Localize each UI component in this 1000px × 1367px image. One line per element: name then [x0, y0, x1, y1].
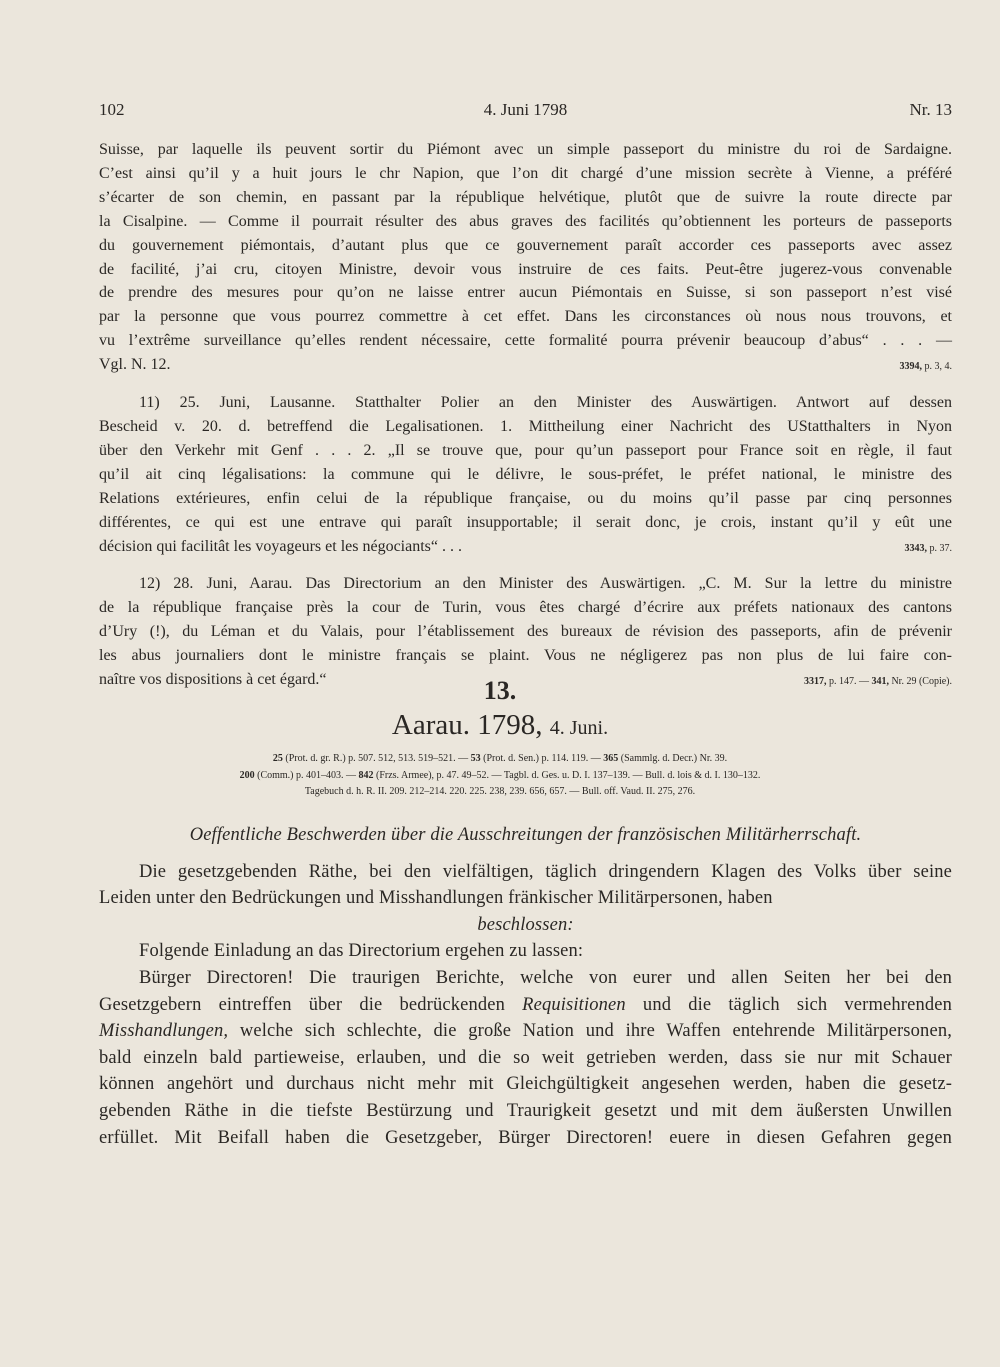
source-reference-line: 25 (Prot. d. gr. R.) p. 507. 512, 513. 519–521. — 53 (Prot. d. Sen.) p. 114. 119. — 365 (Sammlg. d. Decr.) Nr. 39. [272, 753, 728, 764]
document-number-heading: 13. [483, 676, 517, 705]
text-line: de prendre des mesures pour qu’on ne laisse entrer aucun Piémontais en Suisse, si son passeport n’est visé [99, 284, 952, 302]
text-line: können angehört und durchaus nicht mehr mit Gleichgültigkeit angesehen werden, haben die gesetz- [99, 1074, 952, 1095]
text-line: gebenden Räthe in die tiefste Bestürzung und Traurigkeit gesetzt und mit dem äußersten Unwillen [99, 1100, 952, 1121]
text-line: la Cisalpine. — Comme il pourrait résulter des abus graves des facilités qu’obtiennent les porteurs de passeports [99, 212, 952, 230]
text-line: les abus journaliers dont le ministre français se plaint. Vous ne négligerez pas non plus de lui faire con- [99, 647, 952, 665]
archive-reference: 3394, p. 3, 4. [899, 361, 952, 373]
text-line: Bescheid v. 20. d. betreffend die Legalisationen. 1. Mittheilung einer Nachricht des UStatthalters in Nyon [99, 417, 952, 435]
text-line: d’Ury (!), du Léman et du Valais, pour l’établissement des bureaux de révision des passeports, afin de prévenir [99, 623, 952, 641]
text-line: Suisse, par laquelle ils peuvent sortir du Piémont avec un simple passeport du ministre du roi de Sardaigne. [99, 141, 952, 158]
header-date: 4. Juni 1798 [483, 100, 568, 119]
paragraph-entry-11 [99, 391, 952, 560]
paragraph-tail: décision qui facilitât les voyageurs et les négociants“ . . . [99, 537, 462, 555]
text-line: Folgende Einladung an das Directorium ergehen zu lassen: [139, 941, 584, 962]
text-line: Die gesetzgebenden Räthe, bei den vielfältigen, täglich dringendern Klagen des Volks über seine [139, 861, 952, 882]
text-line: erfüllet. Mit Beifall haben die Gesetzgeber, Bürger Directoren! euere in diesen Gefahren gegen [99, 1127, 952, 1148]
source-references [150, 751, 850, 801]
text-line: Misshandlungen, welche sich schlechte, die große Nation und ihre Waffen entehrende Militärpersonen, [99, 1021, 952, 1042]
text-line: Leiden unter den Bedrückungen und Misshandlungen fränkischer Militärpersonen, haben [99, 888, 773, 909]
text-line: Gesetzgebern eintreffen über die bedrückenden Requisitionen und die täglich sich vermehrenden [99, 994, 953, 1015]
text-line: par la personne que vous pourrez commettre à cet effet. Dans les circonstances où nous nous trouvons, et [99, 308, 952, 326]
text-line: 12) 28. Juni, Aarau. Das Directorium an den Minister des Auswärtigen. „C. M. Sur la lettre du ministre [139, 575, 952, 593]
archive-reference: 3343, p. 37. [904, 542, 952, 554]
heading-date: 4. Juni. [549, 717, 609, 739]
text-line: Relations extérieures, enfin celui de la république française, ou du moins qu’il passe par cinq personnes [99, 489, 952, 507]
previous-document-continuation [99, 138, 952, 694]
text-line: qu’il ait cinq légalisations: la commune qui le délivre, le sous-préfet, le préfet national, le ministre des [99, 465, 952, 483]
archive-reference: 3317, p. 147. — 341, Nr. 29 (Copie). [803, 676, 952, 688]
heading-place: Aarau. [391, 709, 470, 741]
text-line: über den Verkehr mit Genf . . . 2. „Il se trouve que, pour qu’un passeport pour France soit en règle, il faut [99, 441, 952, 459]
text-line: 11) 25. Juni, Lausanne. Statthalter Polier an den Minister des Auswärtigen. Antwort auf dessen [139, 394, 952, 412]
document-place-date-heading [0, 709, 1000, 742]
paragraph-continuation [99, 138, 952, 379]
source-reference-line: 200 (Comm.) p. 401–403. — 842 (Frzs. Armee), p. 47. 49–52. — Tagbl. d. Ges. u. D. I. 137–139. — Bull. d. lois & d. I. 130–132. [239, 769, 761, 781]
heading-year: 1798, [477, 709, 543, 741]
header-document-number: Nr. 13 [909, 100, 952, 119]
paragraph-last-line [99, 353, 952, 379]
paragraph-tail: naître vos dispositions à cet égard.“ [99, 671, 327, 689]
text-line: Bürger Directoren! Die traurigen Berichte, welche von eurer und allen Seiten her bei den [139, 967, 952, 988]
text-line: du gouvernement piémontais, d’autant plus que ce gouvernement paraît accorder ces passeports avec assez [99, 236, 952, 254]
paragraph-last-line [99, 535, 952, 561]
text-line: différentes, ce qui est une entrave qui paraît insupportable; il serait donc, je crois, instant qu’il y eût une [99, 513, 952, 531]
text-line: bald einzeln bald partieweise, erlauben, und die so weit getrieben werden, dass sie nur mit Schauer [99, 1047, 952, 1068]
text-line: C’est ainsi qu’il y a huit jours le chr Napion, que l’on dit chargé d’une mission secrète à Vienne, a préféré [99, 164, 952, 182]
resolution-word: beschlossen: [477, 914, 574, 935]
page-number: 102 [99, 100, 125, 119]
source-reference-line: Tagebuch d. h. R. II. 209. 212–214. 220. 225. 238, 239. 656, 657. — Bull. off. Vaud. II. 275, 276. [304, 786, 696, 797]
text-line: de facilité, j’ai cru, citoyen Ministre, devoir vous instruire de ces faits. Peut-être jugerez-vous convenable [99, 260, 952, 278]
text-line: s’écarter de son chemin, en passant par la république helvétique, plutôt que de suivre la route directe par [99, 188, 952, 206]
text-line: de la république française près la cour de Turin, vous êtes chargé d’écrire aux préfets nationaux des cantons [99, 599, 952, 617]
text-line: vu l’extrême surveillance qu’elles rendent nécessaire, cette formalité pourra prévenir beaucoup d’abus“ . . . — [99, 332, 952, 350]
document-title: Oeffentliche Beschwerden über die Ausschreitungen der französischen Militärherrschaft. [189, 825, 862, 845]
cross-reference: Vgl. N. 12. [99, 356, 171, 374]
document-13-body [99, 822, 952, 1151]
running-header [99, 100, 952, 130]
